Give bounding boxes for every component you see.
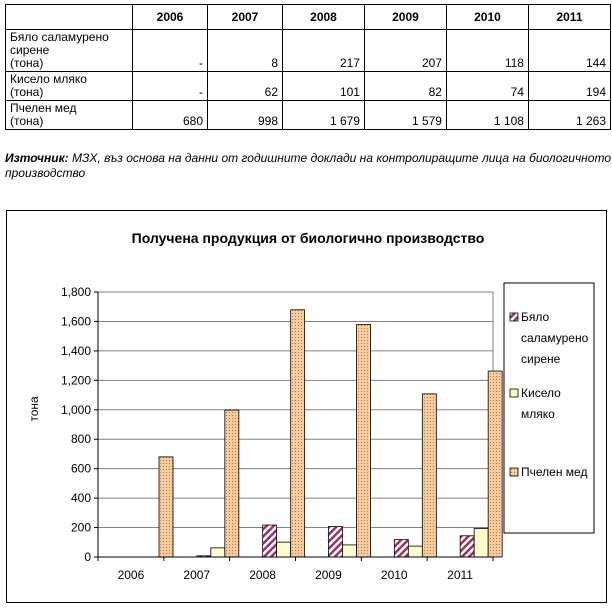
legend	[504, 283, 594, 533]
row-label	[6, 30, 133, 72]
table-cell: 1 263	[528, 101, 610, 130]
bar	[357, 325, 371, 557]
table-cell: 1 579	[364, 101, 446, 130]
bar	[343, 545, 357, 557]
legend-label: Кисело	[521, 386, 561, 400]
bar	[159, 457, 173, 557]
bar	[211, 548, 225, 557]
source-text: МЗХ, въз основа на данни от годишните доклади на контролиращите лица на биологичното производство	[5, 151, 611, 180]
y-tick-label: 400	[70, 491, 91, 506]
table-cell: 144	[528, 30, 610, 72]
source-note	[5, 151, 611, 181]
bar	[488, 371, 502, 557]
bar	[263, 525, 277, 557]
table-header-cell: 2007	[208, 5, 283, 30]
chart-title: Получена продукция от биологично производство	[131, 230, 485, 246]
row-label-line: сирене	[10, 43, 50, 57]
bar	[291, 310, 305, 557]
bar	[422, 394, 436, 557]
data-table	[5, 4, 611, 130]
bar	[277, 542, 291, 557]
row-label-line: (тона)	[10, 114, 44, 128]
y-tick-label: 1,000	[60, 402, 91, 417]
table-header-cell: 2010	[446, 5, 528, 30]
row-label-line: Кисело мляко	[10, 72, 87, 86]
y-tick-label: 1,400	[60, 343, 91, 358]
table-cell: 1 679	[283, 101, 365, 130]
legend-label: Пчелен мед	[521, 465, 588, 479]
legend-swatch	[510, 389, 518, 397]
source-label: Източник:	[5, 151, 69, 165]
y-tick-label: 1,600	[60, 314, 91, 329]
legend-label: сирене	[521, 352, 561, 366]
table-cell: 101	[283, 72, 365, 101]
x-tick-label: 2006	[117, 568, 145, 582]
table-row	[6, 101, 611, 130]
table-row	[6, 30, 611, 72]
row-label-line: Бяло саламурено	[10, 30, 109, 44]
bar-chart	[7, 211, 606, 602]
chart-container	[6, 210, 607, 603]
bar	[225, 410, 239, 557]
legend-swatch	[510, 313, 518, 321]
table-cell: 8	[208, 30, 283, 72]
table-cell: -	[133, 72, 208, 101]
y-tick-label: 0	[84, 550, 91, 564]
table-header-corner	[6, 5, 133, 30]
row-label-line: (тона)	[10, 56, 44, 70]
table-header-cell: 2011	[528, 5, 610, 30]
y-tick-label: 800	[70, 432, 91, 447]
table-header-cell: 2009	[364, 5, 446, 30]
x-tick-label: 2008	[249, 568, 276, 582]
table-header-cell: 2008	[283, 5, 365, 30]
row-label-line: Пчелен мед	[10, 101, 77, 115]
table-cell: 194	[528, 72, 610, 101]
bar	[329, 527, 343, 557]
table-cell: 207	[364, 30, 446, 72]
y-axis-label: тона	[27, 396, 41, 422]
y-tick-label: 1,800	[60, 285, 91, 299]
table-header-cell: 2006	[133, 5, 208, 30]
x-tick-label: 2007	[183, 568, 211, 582]
table-cell: 217	[283, 30, 365, 72]
row-label-line: (тона)	[10, 85, 44, 99]
row-label	[6, 72, 133, 101]
table-cell: 680	[133, 101, 208, 130]
bar	[408, 546, 422, 557]
x-tick-label: 2010	[380, 568, 408, 582]
table-cell: 998	[208, 101, 283, 130]
bar	[394, 540, 408, 557]
row-label	[6, 101, 133, 130]
x-tick-label: 2009	[315, 568, 342, 582]
y-tick-label: 1,200	[60, 373, 91, 388]
table-header-row	[6, 5, 611, 30]
table-row	[6, 72, 611, 101]
table-cell: -	[133, 30, 208, 72]
table-cell: 74	[446, 72, 528, 101]
table-cell: 118	[446, 30, 528, 72]
y-tick-label: 600	[70, 461, 91, 476]
bar	[474, 528, 488, 557]
legend-swatch	[510, 468, 518, 476]
x-tick-label: 2011	[447, 568, 473, 582]
table-cell: 62	[208, 72, 283, 101]
bar	[460, 536, 474, 557]
table-cell: 1 108	[446, 101, 528, 130]
y-tick-label: 200	[70, 520, 91, 535]
table-cell: 82	[364, 72, 446, 101]
legend-label: Бяло	[521, 310, 550, 324]
legend-label: саламурено	[521, 331, 589, 345]
legend-label: мляко	[521, 407, 555, 421]
